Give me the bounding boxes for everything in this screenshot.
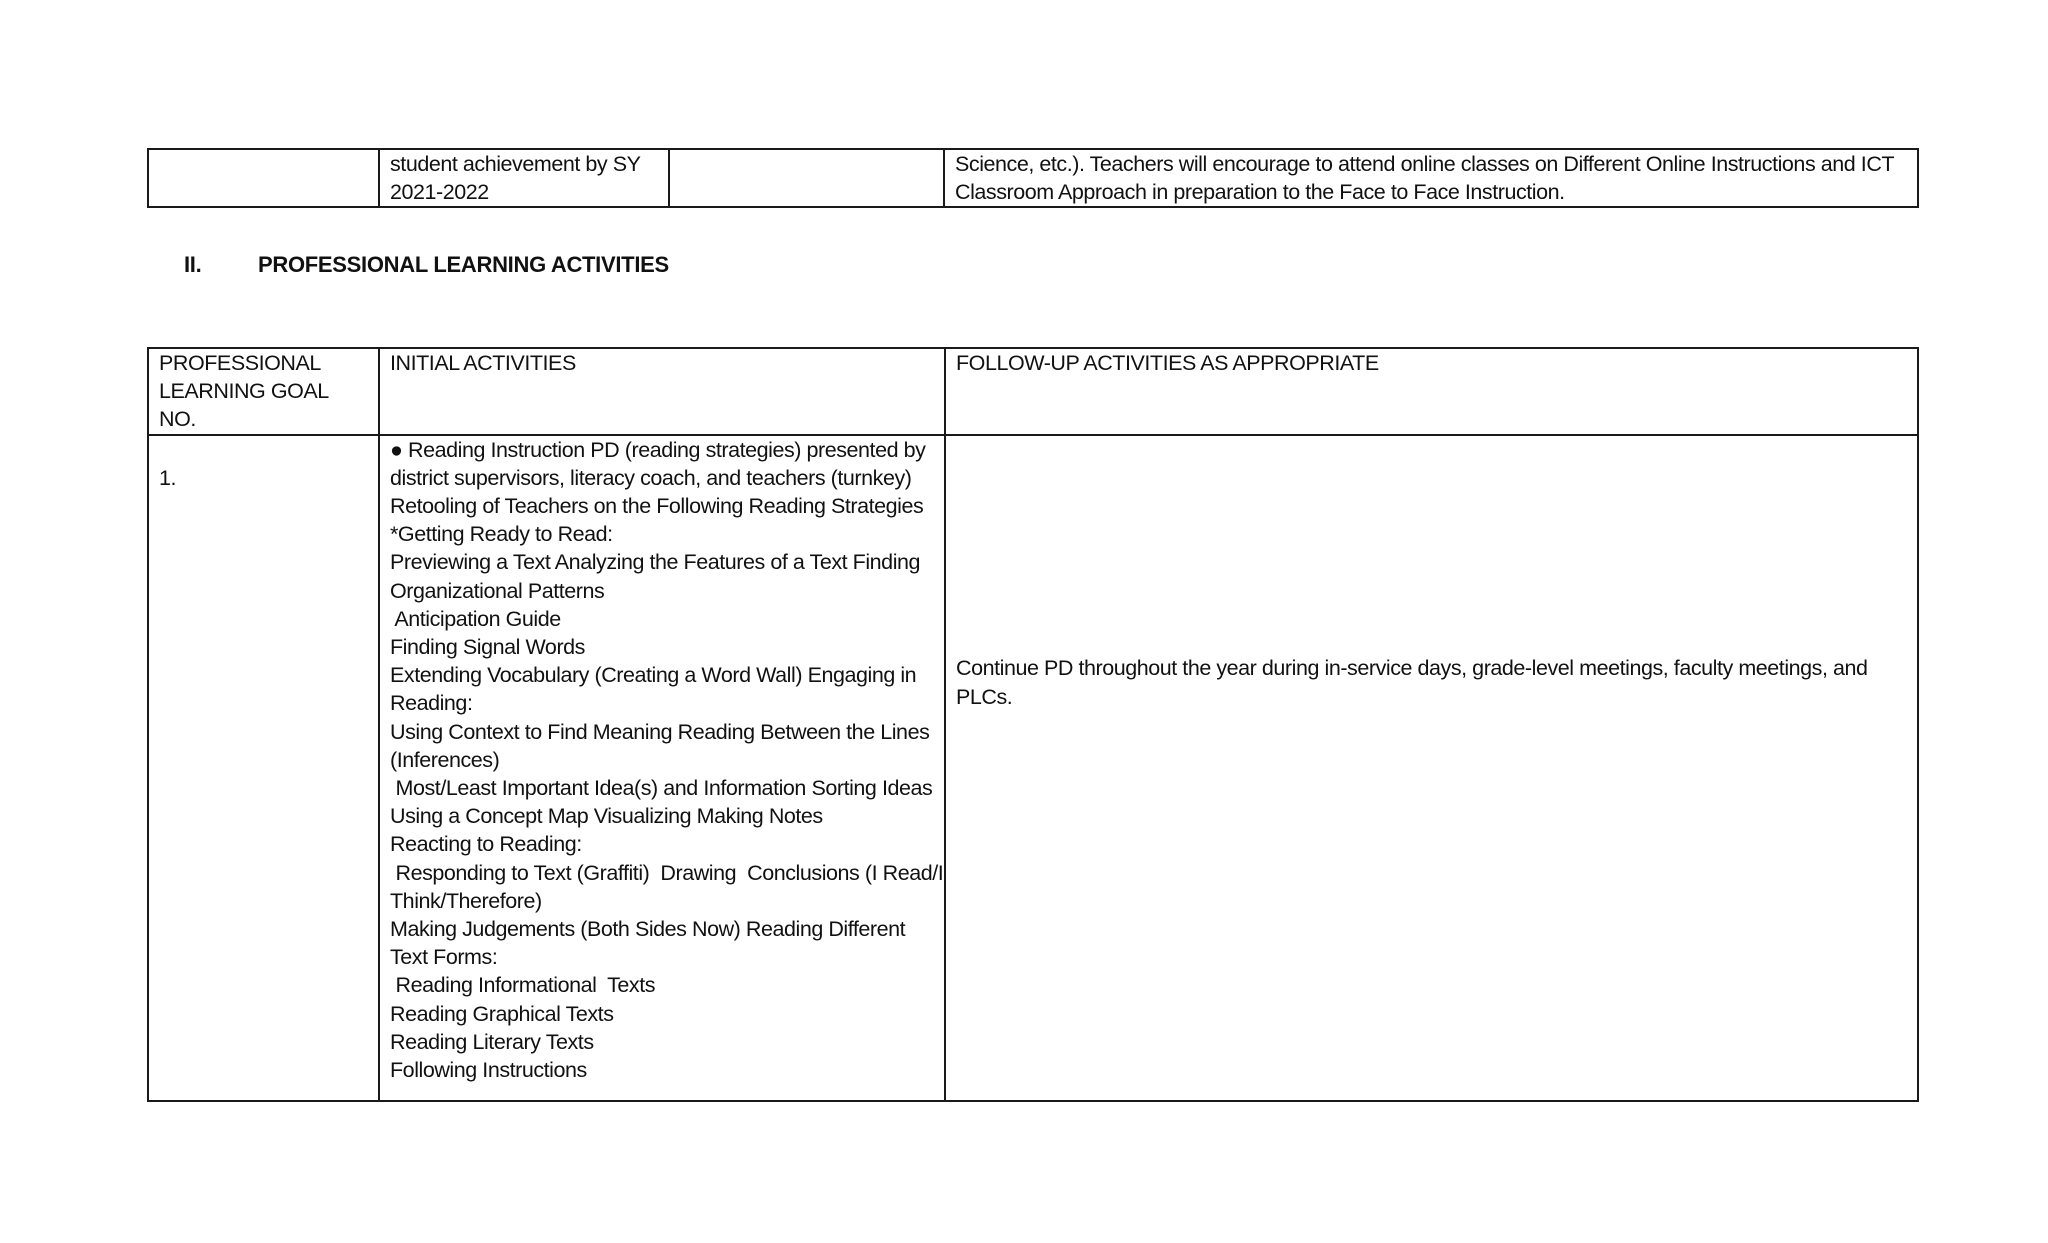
table-header-row [148,348,1918,435]
initial-activity-line: Organizational Patterns [390,578,605,603]
initial-activity-line: Anticipation Guide [390,606,561,631]
continuation-cell-3 [669,149,944,207]
initial-activity-line: Extending Vocabulary (Creating a Word Wall) Engaging in [390,663,917,688]
initial-activity-line: Making Judgements (Both Sides Now) Reading Different [390,917,906,942]
initial-activity-line: Text Forms: [390,945,498,970]
initial-activity-line: Most/Least Important Idea(s) and Information Sorting Ideas [390,776,933,801]
initial-activity-line: Reading Informational Texts [390,973,656,998]
initial-activity-line: Retooling of Teachers on the Following Reading Strategies [390,494,924,519]
initial-activity-line: district supervisors, literacy coach, and teachers (turnkey) [390,465,912,490]
followup-activities-cell: Continue PD throughout the year during in-service days, grade-level meetings, faculty meetings, and PLCs. [945,435,1918,1101]
initial-activity-line: Using Context to Find Meaning Reading Between the Lines [390,719,930,744]
table-row [148,149,1918,207]
initial-activities-cell [379,435,945,1101]
initial-activity-line: Responding to Text (Graffiti) Drawing Conclusions (I Read/I [390,860,944,885]
initial-activity-line: ● Reading Instruction PD (reading strategies) presented by [390,437,926,462]
initial-activity-line: Following Instructions [390,1058,587,1083]
activities-table [147,347,1919,1102]
continuation-cell-2: student achievement by SY 2021-2022 [379,149,669,207]
header-followup-activities: FOLLOW-UP ACTIVITIES AS APPROPRIATE [945,348,1918,435]
continuation-cell-1 [148,149,379,207]
header-initial-activities: INITIAL ACTIVITIES [379,348,945,435]
continuation-table [147,148,1919,208]
goal-number-cell: 1. [148,435,379,1101]
section-number: II. [184,252,202,277]
continuation-cell-4: Science, etc.). Teachers will encourage to attend online classes on Different Online Instructions and ICT Classroom Approach in preparation to the Face to Face Instruction. [944,149,1918,207]
initial-activity-line: *Getting Ready to Read: [390,522,613,547]
table-row [148,435,1918,1101]
initial-activity-line: Using a Concept Map Visualizing Making Notes [390,804,823,829]
initial-activity-line: Reading Literary Texts [390,1029,594,1054]
initial-activity-line: Reading Graphical Texts [390,1001,614,1026]
section-heading [184,252,669,278]
initial-activity-line: Previewing a Text Analyzing the Features of a Text Finding [390,550,921,575]
header-goal-no: PROFESSIONAL LEARNING GOAL NO. [148,348,379,435]
initial-activity-line: Reacting to Reading: [390,832,582,857]
section-title: PROFESSIONAL LEARNING ACTIVITIES [258,252,669,277]
initial-activity-line: (Inferences) [390,747,500,772]
initial-activity-line: Reading: [390,691,473,716]
initial-activity-line: Finding Signal Words [390,635,585,660]
initial-activity-line: Think/Therefore) [390,888,542,913]
